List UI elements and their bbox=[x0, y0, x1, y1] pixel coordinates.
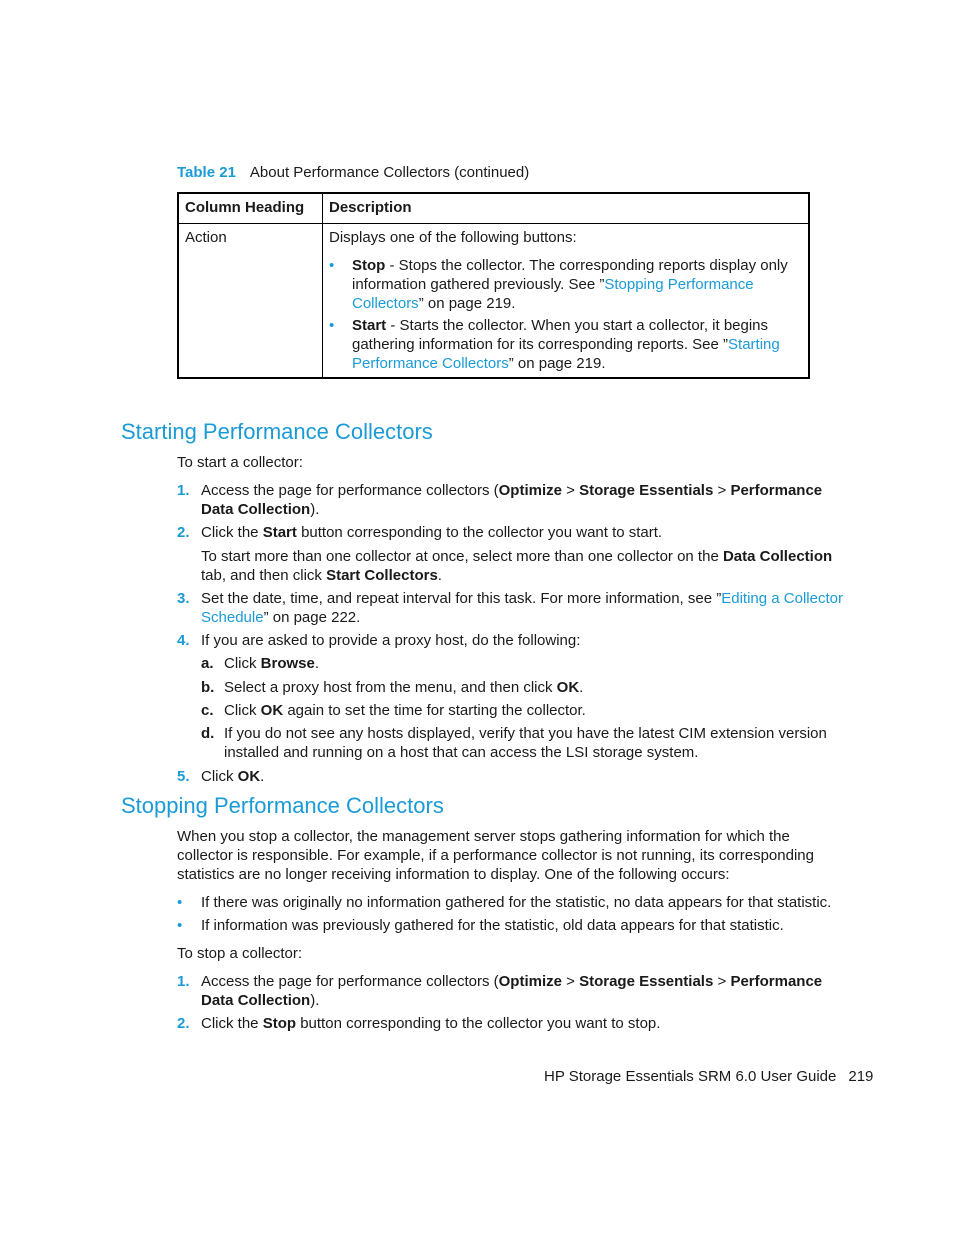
description-header: Description bbox=[329, 199, 412, 216]
step-text: If you are asked to provide a proxy host, do the following: bbox=[201, 632, 581, 649]
step-number: 4. bbox=[177, 632, 190, 649]
substep-letter: d. bbox=[201, 725, 215, 742]
table-title: About Performance Collectors (continued) bbox=[249, 164, 530, 181]
stop-intro: When you stop a collector, the management server stops gathering information for which the collector is responsible. For example, if a performance collector is not running, its corresponding statistics are no longer receiving information to display. One of the following occurs: bbox=[177, 828, 814, 883]
substep-letter: b. bbox=[201, 679, 215, 696]
substep-letter: a. bbox=[201, 655, 214, 672]
section-title-starting: Starting Performance Collectors bbox=[121, 419, 433, 444]
bullet-icon: • bbox=[329, 317, 335, 334]
guide-title: HP Storage Essentials SRM 6.0 User Guide bbox=[544, 1068, 837, 1085]
starting-collectors-link[interactable]: Starting Performance Collectors bbox=[352, 336, 780, 372]
cell-action: Action bbox=[185, 229, 227, 246]
step-note: To start more than one collector at once, select more than one collector on the Data Collection tab, and then click Start Collectors. bbox=[201, 548, 833, 584]
section-title-stopping: Stopping Performance Collectors bbox=[121, 793, 444, 818]
step-number: 2. bbox=[177, 1015, 190, 1032]
step-text: Click OK. bbox=[201, 768, 265, 785]
list-item: If there was originally no information gathered for the statistic, no data appears for that statistic. bbox=[201, 894, 832, 911]
start-intro: To start a collector: bbox=[177, 454, 303, 471]
table-number: Table 21 bbox=[177, 164, 236, 181]
bullet-icon: • bbox=[177, 917, 183, 934]
table-caption bbox=[177, 163, 529, 182]
step-number: 3. bbox=[177, 590, 190, 607]
substep-text: Click Browse. bbox=[224, 655, 320, 672]
bullet-icon: • bbox=[177, 894, 183, 911]
stopping-collectors-link[interactable]: Stopping Performance Collectors bbox=[352, 276, 754, 312]
step-number: 2. bbox=[177, 524, 190, 541]
bullet-icon: • bbox=[329, 257, 335, 274]
column-divider bbox=[322, 194, 323, 377]
step-text: Access the page for performance collectors (Optimize > Storage Essentials > Performance Data Collection). bbox=[201, 482, 823, 518]
substep-text: Click OK again to set the time for starting the collector. bbox=[224, 702, 586, 719]
stop-to-intro: To stop a collector: bbox=[177, 945, 303, 962]
step-text: Click the Stop button corresponding to the collector you want to stop. bbox=[201, 1015, 661, 1032]
step-text: Set the date, time, and repeat interval for this task. For more information, see ”Editing a Collector Schedule” on page 222. bbox=[201, 590, 843, 626]
collectors-table: Column Heading Description Action Displays one of the following buttons: • Stop - Stops the collector. The corresponding reports display only information gathered previously. See ”Stopping Performance Collectors” on page 219. • Start - Starts the collector. When you start a collector, it begins gathering information for its corresponding reports. See ”Starting Performance Collectors” on page 219. bbox=[177, 192, 810, 379]
start-term: Start bbox=[352, 317, 387, 334]
page-footer bbox=[544, 1067, 873, 1086]
editing-schedule-link[interactable]: Editing a Collector Schedule bbox=[201, 590, 843, 626]
stop-term: Stop bbox=[352, 257, 386, 274]
list-item: If information was previously gathered for the statistic, old data appears for that statistic. bbox=[201, 917, 784, 934]
step-text: Click the Start button corresponding to the collector you want to start. bbox=[201, 524, 663, 541]
substep-letter: c. bbox=[201, 702, 214, 719]
step-text: Access the page for performance collectors (Optimize > Storage Essentials > Performance Data Collection). bbox=[201, 973, 823, 1009]
step-number: 5. bbox=[177, 768, 190, 785]
step-number: 1. bbox=[177, 973, 190, 990]
page-number: 219 bbox=[848, 1068, 874, 1085]
cell-description-intro: Displays one of the following buttons: bbox=[329, 229, 577, 246]
column-heading-header: Column Heading bbox=[185, 199, 305, 216]
step-number: 1. bbox=[177, 482, 190, 499]
substep-text: If you do not see any hosts displayed, verify that you have the latest CIM extension version installed and running on a host that can access the LSI storage system. bbox=[224, 725, 827, 761]
substep-text: Select a proxy host from the menu, and then click OK. bbox=[224, 679, 584, 696]
